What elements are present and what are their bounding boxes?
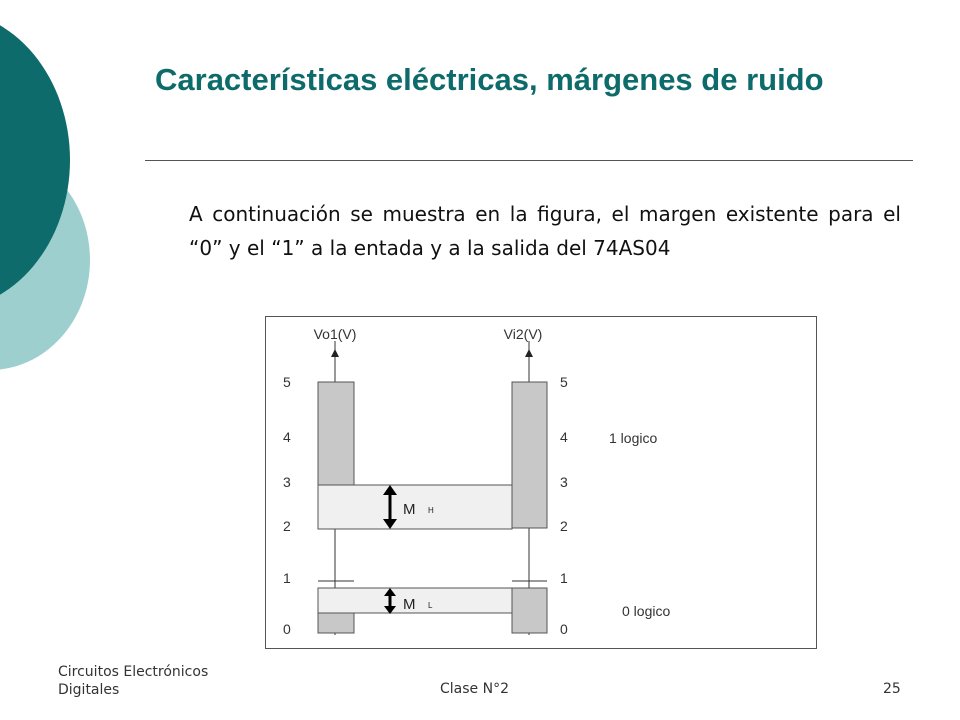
vi2-high-bar bbox=[512, 382, 547, 528]
left-tick-label: 3 bbox=[283, 474, 291, 490]
noise-margin-diagram bbox=[266, 317, 816, 648]
left-tick-label: 5 bbox=[283, 374, 291, 390]
right-tick-label: 0 bbox=[560, 621, 568, 637]
footer-course bbox=[58, 663, 258, 699]
right-tick-label: 1 bbox=[560, 570, 568, 586]
vo1-high-bar bbox=[318, 382, 354, 486]
footer-course-line: Digitales bbox=[58, 682, 120, 698]
noise-margin-figure bbox=[265, 316, 817, 649]
left-tick-label: 1 bbox=[283, 570, 291, 586]
slide-body-text: A continuación se muestra en la figura, el margen existente para el “0” y el “1” a la entada y a la salida del 74AS04 bbox=[189, 202, 901, 260]
right-axis-arrow-icon bbox=[525, 349, 533, 357]
left-axis-arrow-icon bbox=[331, 349, 339, 357]
right-tick-labels bbox=[560, 374, 568, 637]
low-margin-subscript: L bbox=[428, 601, 433, 610]
left-tick-label: 0 bbox=[283, 621, 291, 637]
title-divider bbox=[145, 160, 913, 161]
slide-title: Características eléctricas, márgenes de ruido bbox=[155, 62, 824, 97]
left-tick-label: 4 bbox=[283, 429, 291, 445]
left-tick-labels bbox=[283, 374, 291, 637]
footer-class: Clase N°2 bbox=[440, 681, 509, 697]
footer-page-number: 25 bbox=[883, 681, 901, 697]
high-margin-label: M bbox=[403, 501, 416, 518]
right-tick-label: 4 bbox=[560, 429, 568, 445]
vi2-low-bar bbox=[512, 588, 547, 633]
right-tick-label: 2 bbox=[560, 518, 568, 534]
right-axis-label: Vi2(V) bbox=[503, 326, 543, 342]
logic-one-label: 1 logico bbox=[609, 430, 658, 446]
left-tick-label: 2 bbox=[283, 518, 291, 534]
logic-zero-label: 0 logico bbox=[622, 603, 671, 619]
right-tick-label: 3 bbox=[560, 474, 568, 490]
vo1-low-bar bbox=[318, 613, 354, 633]
footer-course-line: Circuitos Electrónicos bbox=[58, 664, 209, 680]
low-margin-label: M bbox=[403, 596, 416, 613]
right-tick-label: 5 bbox=[560, 374, 568, 390]
high-margin-subscript: H bbox=[428, 506, 434, 515]
left-axis-label: Vo1(V) bbox=[313, 326, 357, 342]
